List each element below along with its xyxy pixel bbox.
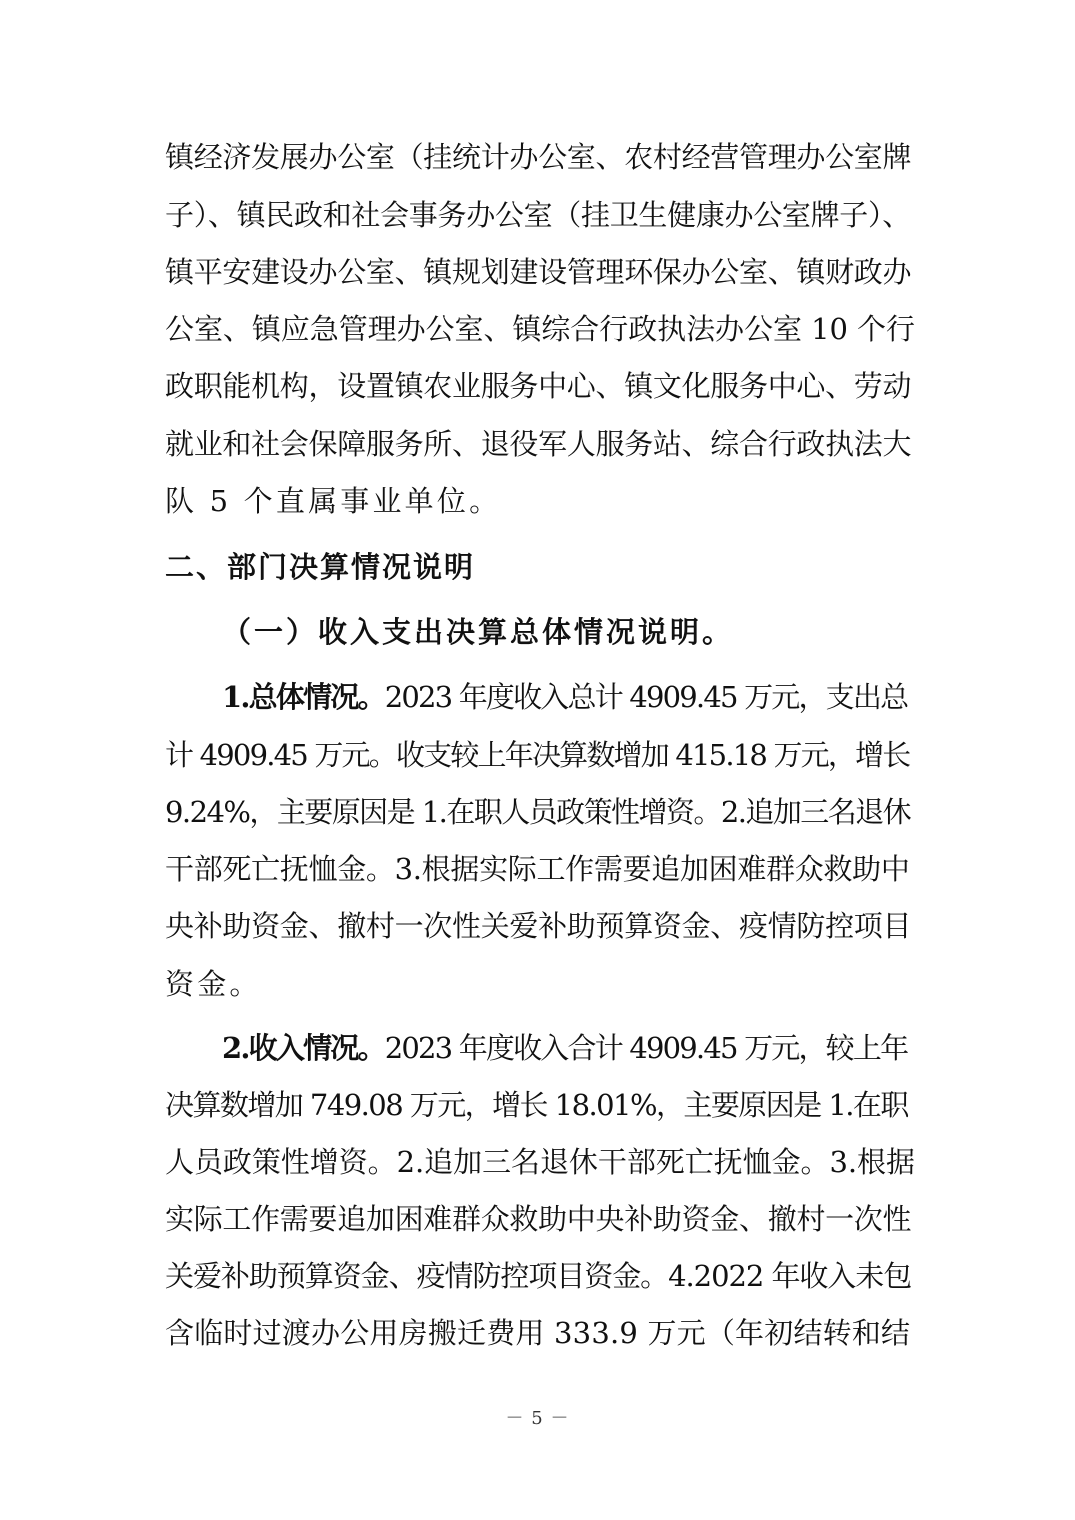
para2-line-4: 实际工作需要追加困难群众救助中央补助资金、撤村一次性: [165, 1202, 912, 1236]
intro-line-4: 公室、镇应急管理办公室、镇综合行政执法办公室 10 个行: [165, 312, 915, 346]
intro-line-3: 镇平安建设办公室、镇规划建设管理环保办公室、镇财政办: [165, 255, 912, 289]
para2-line-5: 关爱补助预算资金、疫情防控项目资金。4.2022 年收入未包: [165, 1259, 912, 1293]
intro-line-2: 子）、镇民政和社会事务办公室（挂卫生健康办公室牌子）、: [165, 198, 911, 232]
para1-line-4: 干部死亡抚恤金。3.根据实际工作需要追加困难群众救助中: [165, 852, 910, 886]
para2-line-6: 含临时过渡办公用房搬迁费用 333.9 万元（年初结转和结: [165, 1316, 911, 1350]
para1-line-5: 央补助资金、撤村一次性关爱补助预算资金、疫情防控项目: [165, 909, 912, 943]
para2-label: 2.收入情况。: [222, 1031, 385, 1065]
para1-line-2: 计 4909.45 万元。收支较上年决算数增加 415.18 万元，增长: [165, 738, 910, 772]
para2-line-3: 人员政策性增资。2.追加三名退休干部死亡抚恤金。3.根据: [165, 1145, 915, 1179]
para2-line-2: 决算数增加 749.08 万元，增长 18.01%，主要原因是 1.在职: [165, 1088, 908, 1122]
intro-line-1: 镇经济发展办公室（挂统计办公室、农村经营管理办公室牌: [165, 140, 912, 174]
para2-first-line: [222, 1028, 907, 1068]
para1-first-line: [222, 677, 907, 717]
para1-label: 1.总体情况。: [222, 680, 385, 714]
intro-line-5: 政职能机构，设置镇农业服务中心、镇文化服务中心、劳动: [165, 369, 912, 403]
page-number: － 5 －: [505, 1408, 570, 1429]
section-heading: 二、部门决算情况说明: [165, 550, 476, 584]
subsection-heading: （一）收入支出决算总体情况说明。: [222, 615, 735, 649]
para1-line-3: 9.24%，主要原因是 1.在职人员政策性增资。2.追加三名退休: [165, 795, 911, 829]
para2-first-line-text: 2023 年度收入合计 4909.45 万元，较上年: [384, 1031, 908, 1065]
intro-line-6: 就业和社会保障服务所、退役军人服务站、综合行政执法大: [165, 427, 912, 461]
para1-line-6: 资金。: [165, 967, 262, 1001]
intro-line-7: 队 5 个直属事业单位。: [165, 484, 502, 518]
para1-first-line-text: 2023 年度收入总计 4909.45 万元，支出总: [384, 680, 908, 714]
